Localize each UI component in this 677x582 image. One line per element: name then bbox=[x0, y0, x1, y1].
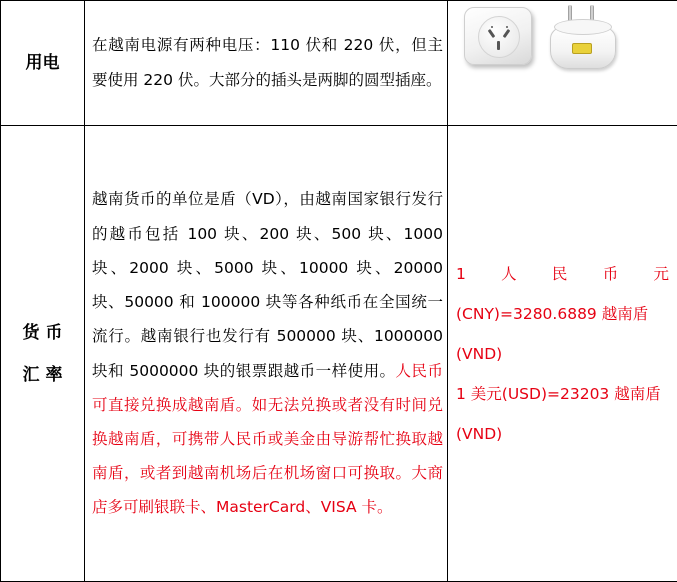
cny-rate-head bbox=[456, 254, 669, 294]
socket-slot bbox=[488, 29, 496, 38]
currency-label-cell bbox=[1, 126, 85, 582]
cny-rate-head-part: 1 bbox=[456, 254, 466, 294]
socket-slot bbox=[503, 29, 511, 38]
socket-slot bbox=[497, 41, 500, 50]
wall-socket-icon bbox=[464, 7, 532, 65]
cny-rate-tail: (CNY)=3280.6889 越南盾 bbox=[456, 294, 669, 334]
currency-description-black: 越南货币的单位是盾（VD），由越南国家银行发行的越币包括 100 块、200 块、500 块、1000 块、2000 块、5000 块、10000 块、20000 块、50000 和 100000 块等各种纸币在全国统一流行。越南银行也发行有 500000 块、1000000 块和 5000000 块的银票跟越币一样使用。 bbox=[92, 190, 443, 379]
power-description: 在越南电源有两种电压：110 伏和 220 伏，但主要使用 220 伏。大部分的插头是两脚的圆型插座。 bbox=[92, 36, 443, 89]
plug-badge bbox=[572, 43, 592, 54]
power-label: 用电 bbox=[1, 42, 84, 84]
power-description-cell bbox=[85, 1, 448, 126]
currency-row bbox=[1, 126, 677, 582]
currency-label-line1: 货 币 bbox=[1, 312, 84, 354]
power-label-cell bbox=[1, 1, 85, 126]
socket-face bbox=[478, 16, 520, 58]
cny-rate-head-part: 元 bbox=[653, 254, 669, 294]
plug-adapter-icon bbox=[544, 5, 622, 73]
currency-label-line2: 汇 率 bbox=[1, 354, 84, 396]
socket-hole bbox=[491, 26, 493, 28]
plug-top bbox=[554, 19, 612, 35]
exchange-rate-cell bbox=[448, 126, 677, 582]
usd-rate-unit: (VND) bbox=[456, 414, 669, 454]
cny-rate-unit: (VND) bbox=[456, 334, 669, 374]
currency-description-red: 人民币可直接兑换成越南盾。如无法兑换或者没有时间兑换越南盾，可携带人民币或美金由导游帮忙换取越南盾，或者到越南机场后在机场窗口可换取。大商店多可刷银联卡、MasterCard、VISA 卡。 bbox=[92, 362, 443, 517]
cny-rate-head-part: 币 bbox=[603, 254, 619, 294]
usd-rate-line: 1 美元(USD)=23203 越南盾 bbox=[456, 374, 669, 414]
power-row bbox=[1, 1, 677, 126]
cny-rate-head-part: 民 bbox=[552, 254, 568, 294]
cny-rate-head-part: 人 bbox=[501, 254, 517, 294]
currency-description-cell bbox=[85, 126, 448, 582]
socket-hole bbox=[506, 26, 508, 28]
power-image-cell bbox=[448, 1, 677, 126]
